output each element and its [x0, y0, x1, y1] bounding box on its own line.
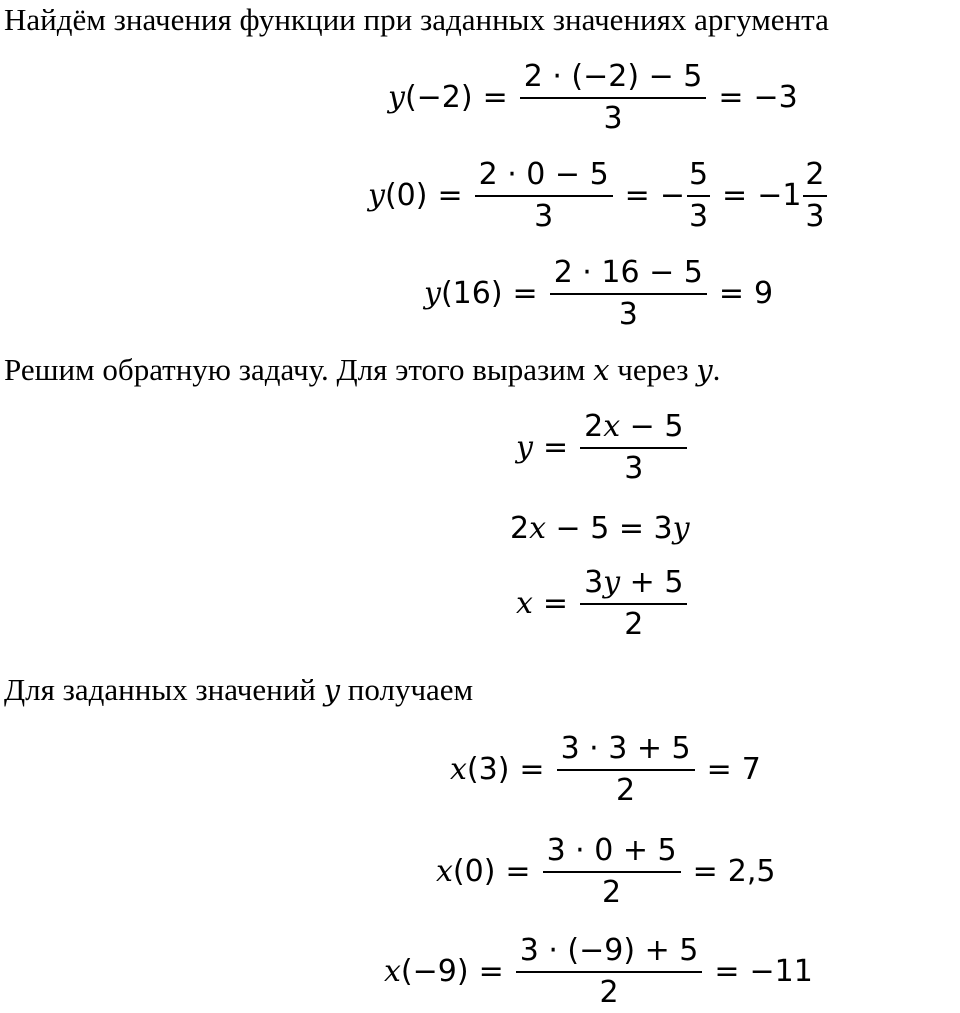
fraction [516, 933, 703, 1010]
equation-x-0 [436, 833, 776, 910]
equals-sign: = [482, 80, 508, 115]
denominator: 3 [624, 451, 644, 486]
denominator: 2 [616, 773, 636, 808]
numerator: 5 [687, 160, 710, 197]
coefficient: 2 [584, 409, 604, 444]
result-value: −3 [753, 80, 798, 115]
function-name: x [516, 586, 533, 621]
intro-heading: Найдём значения функции при заданных значениях аргумента [4, 2, 829, 37]
denominator: 2 [599, 975, 619, 1010]
equals-sign: = [692, 854, 718, 889]
equation-y-formula [516, 409, 689, 486]
function-argument: (−9) [400, 954, 469, 989]
equation-x-formula [516, 565, 689, 642]
result-value: −11 [749, 954, 813, 989]
equation-y-minus-2 [388, 59, 798, 136]
variable-x: x [529, 511, 547, 546]
given-intro [4, 672, 473, 708]
variable-x: x [593, 353, 610, 387]
variable-y: y [672, 511, 690, 546]
equals-sign: = [714, 954, 740, 989]
variable-x: x [603, 409, 621, 444]
equals-sign: = [718, 276, 744, 311]
constant-term: − 5 [620, 409, 684, 444]
function-name: y [388, 80, 405, 115]
denominator: 3 [805, 199, 825, 234]
equals-sign: = [437, 178, 463, 213]
equation-x-3 [450, 731, 761, 808]
denominator: 3 [618, 297, 638, 332]
equation-y-16 [424, 255, 774, 332]
equals-sign: = [542, 430, 569, 465]
function-argument: (3) [466, 752, 510, 787]
denominator: 3 [534, 199, 554, 234]
variable-y: y [603, 565, 621, 600]
minus-sign: − [659, 178, 685, 213]
equals-sign: = [512, 276, 538, 311]
numerator: 3 · 0 + 5 [543, 836, 681, 873]
function-name: x [436, 854, 453, 889]
given-intro-text: Для заданных значений [4, 672, 324, 707]
function-argument: (0) [384, 178, 428, 213]
denominator: 3 [603, 101, 623, 136]
inverse-intro-text: Решим обратную задачу. Для этого выразим [4, 352, 594, 387]
equation-x-minus-9 [384, 933, 813, 1010]
fraction [550, 255, 707, 332]
function-name: y [368, 178, 385, 213]
denominator: 2 [602, 875, 622, 910]
mixed-number [757, 157, 828, 234]
equals-sign: = [505, 854, 531, 889]
equals-sign: = [624, 178, 650, 213]
equation-middle: − 5 = 3 [546, 511, 673, 546]
function-name: x [384, 954, 401, 989]
function-name: y [516, 430, 533, 465]
numerator: 2 · 16 − 5 [550, 258, 707, 295]
fraction [475, 157, 613, 234]
given-intro-text: получаем [340, 672, 474, 707]
result-value: 2,5 [727, 854, 776, 889]
equals-sign: = [706, 752, 732, 787]
numerator: 2 · 0 − 5 [475, 160, 613, 197]
equals-sign: = [718, 80, 744, 115]
result-value: 9 [754, 276, 774, 311]
mixed-whole: −1 [757, 178, 802, 213]
equation-linear [510, 511, 690, 546]
coefficient: 2 [510, 511, 530, 546]
fraction [557, 731, 695, 808]
fraction [580, 565, 687, 642]
function-argument: (−2) [404, 80, 473, 115]
fraction [580, 409, 687, 486]
equals-sign: = [542, 586, 569, 621]
equals-sign: = [519, 752, 545, 787]
fraction [687, 157, 710, 234]
function-name: y [424, 276, 441, 311]
fraction [803, 157, 826, 234]
fraction [543, 833, 681, 910]
fraction [520, 59, 707, 136]
equation-y-0 [368, 157, 829, 234]
inverse-intro-text: . [712, 352, 721, 387]
numerator [580, 565, 687, 605]
variable-y: y [323, 673, 341, 707]
inverse-intro [4, 352, 720, 388]
numerator: 3 · 3 + 5 [557, 734, 695, 771]
denominator: 3 [688, 199, 709, 234]
function-argument: (0) [452, 854, 496, 889]
denominator: 2 [624, 607, 644, 642]
variable-y: y [696, 353, 713, 387]
result-value: 7 [741, 752, 761, 787]
inverse-intro-text: через [609, 352, 697, 387]
constant-term: + 5 [620, 565, 684, 600]
numerator: 2 [803, 160, 826, 197]
numerator [580, 409, 687, 449]
equals-sign: = [722, 178, 748, 213]
coefficient: 3 [584, 565, 604, 600]
numerator: 2 · (−2) − 5 [520, 62, 707, 99]
function-argument: (16) [440, 276, 503, 311]
numerator: 3 · (−9) + 5 [516, 936, 703, 973]
equals-sign: = [478, 954, 504, 989]
function-name: x [450, 752, 467, 787]
